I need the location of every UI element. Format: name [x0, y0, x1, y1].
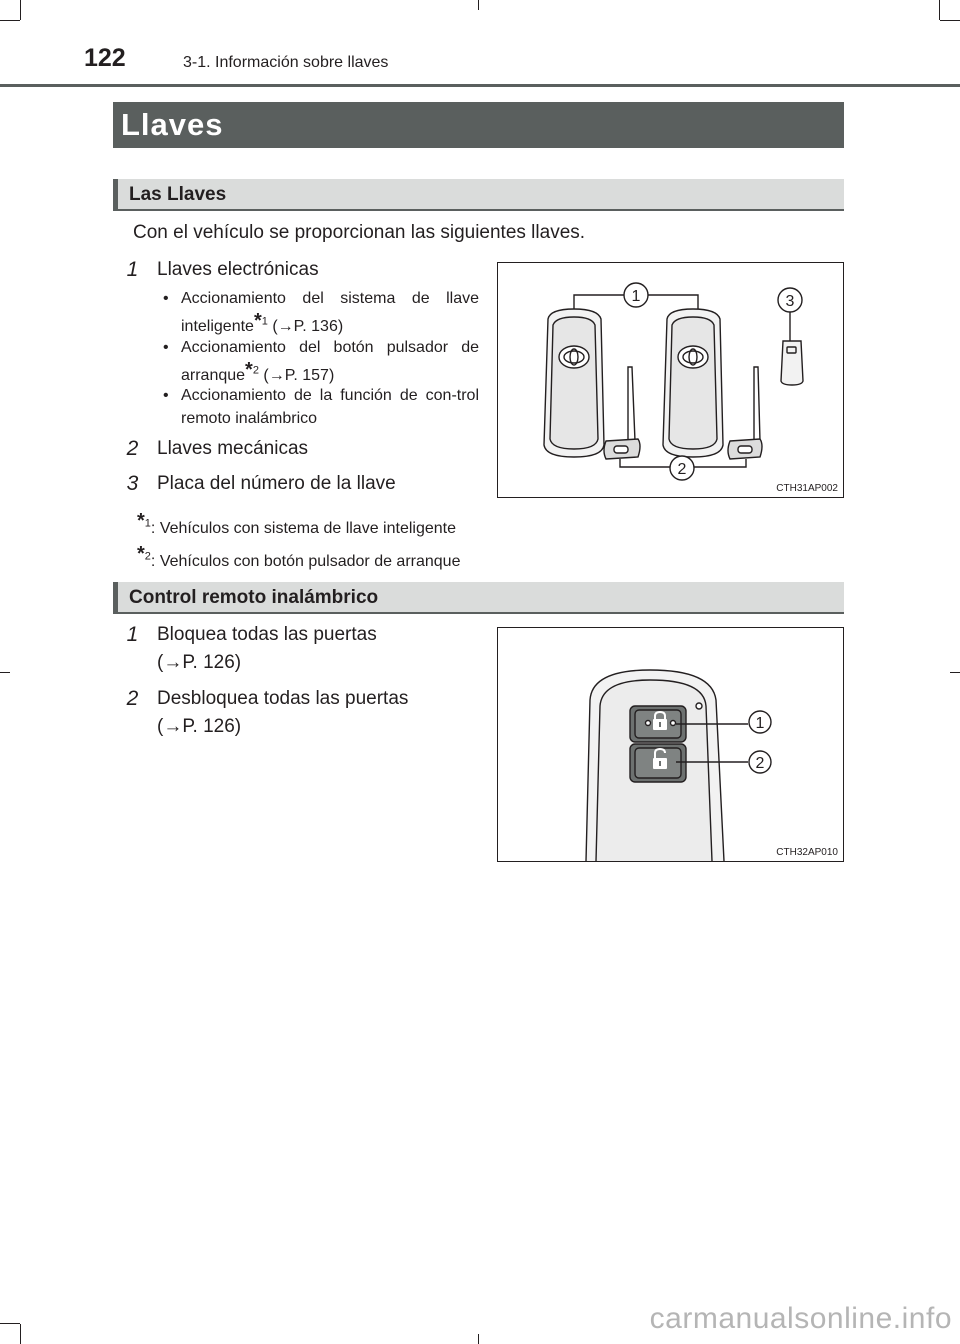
item-reference-unlock: (→P. 126)	[157, 716, 242, 737]
bullet-item: • Accionamiento del sistema de llave inteligente*$^1$ (→P. 136)	[163, 287, 479, 338]
callout-number: 1	[631, 288, 641, 305]
figure-code: CTH31AP002	[776, 483, 838, 494]
callout-number: 2	[755, 755, 765, 772]
remote-figure	[497, 627, 844, 862]
callout-number: 3	[785, 293, 795, 310]
mechanical-key	[754, 367, 760, 441]
section-heading-remote	[113, 582, 844, 614]
crop-mark	[939, 0, 940, 20]
watermark-text: carmanualsonline.info	[649, 1302, 952, 1335]
crop-mark	[478, 1334, 479, 1344]
crop-mark	[478, 0, 479, 10]
mechanical-key	[628, 367, 635, 441]
item-label-mechanical-keys: Llaves mecánicas	[157, 438, 309, 459]
item-label-unlock: Desbloquea todas las puertas	[157, 688, 409, 709]
callout-number: 1	[755, 715, 765, 732]
keys-illustration	[498, 263, 843, 497]
footnote: *$^1$: Vehículos con sistema de llave inteligente	[137, 510, 456, 537]
item-number-badge: 1	[126, 258, 139, 281]
section-heading-text: Control remoto inalámbrico	[129, 587, 379, 608]
footnote: *$^2$: Vehículos con botón pulsador de arranque	[137, 543, 461, 570]
header-rule	[0, 84, 960, 87]
page-number: 122	[84, 44, 126, 72]
intro-text: Con el vehículo se proporcionan las siguientes llaves.	[133, 222, 586, 243]
remote-illustration	[498, 628, 843, 861]
item-label-lock: Bloquea todas las puertas	[157, 624, 377, 645]
crop-mark	[0, 20, 20, 21]
bullet-item: • Accionamiento del botón pulsador de arranque*$^2$ (→P. 157)	[163, 336, 479, 387]
chapter-title: 3-1. Información sobre llaves	[183, 54, 389, 71]
crop-mark	[20, 1324, 21, 1344]
crop-mark	[950, 672, 960, 673]
item-number-badge: 1	[126, 623, 139, 646]
page-title: Llaves	[121, 107, 224, 142]
crop-mark	[940, 20, 960, 21]
crop-mark	[0, 672, 10, 673]
item-label-electronic-keys: Llaves electrónicas	[157, 259, 319, 280]
callout-number: 2	[677, 461, 687, 478]
item-number-badge: 3	[126, 472, 139, 495]
figure-code: CTH32AP010	[776, 847, 838, 858]
crop-mark	[0, 1323, 20, 1324]
item-reference-lock: (→P. 126)	[157, 652, 242, 673]
page-title-bar	[113, 102, 844, 148]
item-number-badge: 2	[126, 687, 139, 710]
keys-figure	[497, 262, 844, 498]
item-label-key-number-plate: Placa del número de la llave	[157, 473, 396, 494]
crop-mark	[20, 0, 21, 20]
section-heading-text: Las Llaves	[129, 184, 227, 205]
item-number-badge: 2	[126, 437, 139, 460]
bullet-item: • Accionamiento de la función de con-trol remoto inalámbrico	[163, 384, 479, 430]
section-heading-keys	[113, 179, 844, 211]
